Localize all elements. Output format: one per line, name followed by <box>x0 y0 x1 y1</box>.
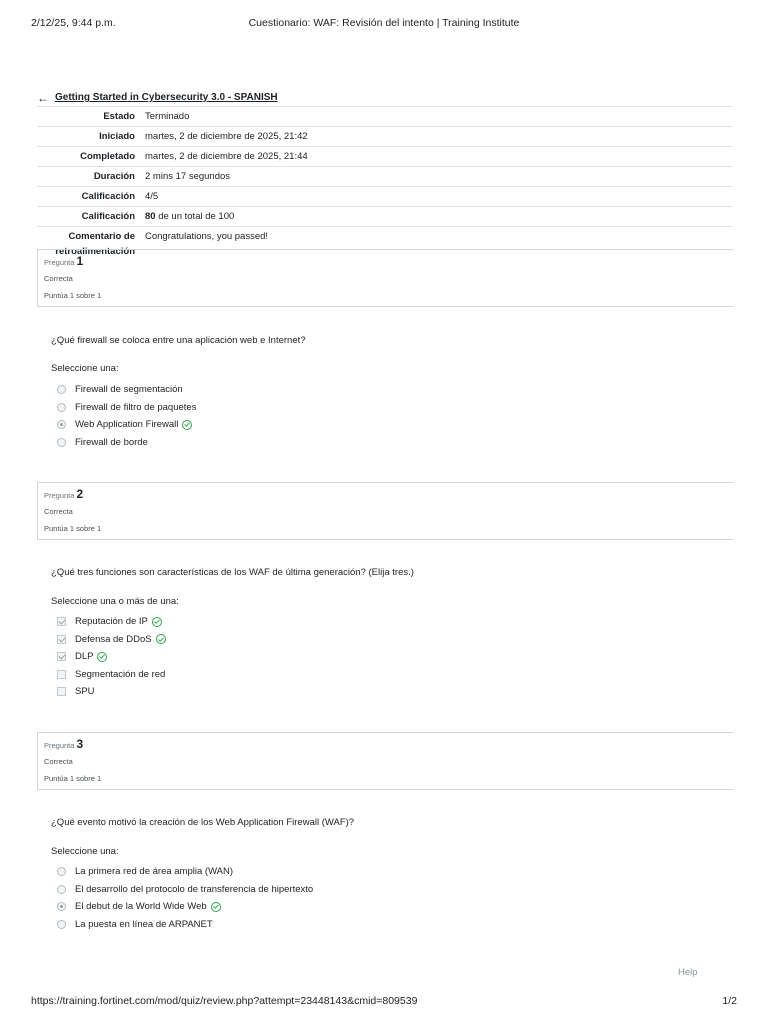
answer-prompt: Seleccione una: <box>51 363 119 374</box>
summary-label: Duración <box>93 171 135 182</box>
option-label: Reputación de IP <box>75 616 148 628</box>
option-label: Firewall de borde <box>75 436 148 448</box>
option-radio[interactable] <box>57 381 196 399</box>
score-value: 80 <box>145 211 156 222</box>
radio-button-selected[interactable] <box>57 420 66 429</box>
question-info-2 <box>37 482 733 540</box>
option-radio[interactable] <box>57 898 313 916</box>
checkbox-checked[interactable] <box>57 652 66 661</box>
question-label: Pregunta <box>44 258 75 267</box>
question-label: Pregunta <box>44 741 75 750</box>
question-info-1 <box>37 249 733 307</box>
question-number <box>44 737 727 753</box>
option-label: El desarrollo del protocolo de transferencia de hipertexto <box>75 883 314 895</box>
option-label: Web Application Firewall <box>75 419 179 431</box>
summary-row-calificacion-total <box>37 207 732 227</box>
summary-label: Estado <box>103 111 135 122</box>
answer-options <box>57 863 313 933</box>
summary-label: Calificación <box>81 191 135 202</box>
option-radio[interactable] <box>57 434 196 452</box>
summary-value: 2 mins 17 segundos <box>145 171 231 182</box>
radio-button[interactable] <box>57 867 66 876</box>
option-checkbox[interactable] <box>57 648 166 666</box>
question-state: Correcta <box>44 274 73 283</box>
summary-value: martes, 2 de diciembre de 2025, 21:44 <box>145 151 308 162</box>
option-label: SPU <box>75 686 95 698</box>
summary-row-estado <box>37 107 732 127</box>
option-checkbox[interactable] <box>57 683 166 701</box>
option-label: La primera red de área amplia (WAN) <box>75 866 234 878</box>
summary-label: Completado <box>80 151 135 162</box>
question-num: 3 <box>76 737 84 751</box>
question-state: Correcta <box>44 757 73 766</box>
summary-label: Iniciado <box>99 131 135 142</box>
summary-label-line: retroalimentación <box>55 246 135 257</box>
breadcrumb <box>37 92 278 103</box>
question-grade: Puntúa 1 sobre 1 <box>44 291 102 300</box>
question-grade: Puntúa 1 sobre 1 <box>44 774 102 783</box>
question-text: ¿Qué tres funciones son características de los WAF de última generación? (Elija tres.) <box>51 567 414 578</box>
option-checkbox[interactable] <box>57 666 166 684</box>
summary-value <box>141 207 732 226</box>
question-text: ¿Qué firewall se coloca entre una aplicación web e Internet? <box>51 335 306 346</box>
radio-button-selected[interactable] <box>57 902 66 911</box>
summary-value: martes, 2 de diciembre de 2025, 21:42 <box>145 131 308 142</box>
question-label: Pregunta <box>44 491 75 500</box>
correct-check-icon <box>182 420 192 430</box>
course-link[interactable]: Getting Started in Cybersecurity 3.0 - SPANISH <box>55 92 278 103</box>
question-grade: Puntúa 1 sobre 1 <box>44 524 102 533</box>
help-link[interactable]: Help <box>678 967 698 978</box>
answer-options <box>57 381 196 451</box>
summary-value: 4/5 <box>145 191 159 202</box>
checkbox[interactable] <box>57 687 66 696</box>
option-label: Firewall de filtro de paquetes <box>75 401 197 413</box>
print-title: Cuestionario: WAF: Revisión del intento | Training Institute <box>248 17 520 29</box>
question-text: ¿Qué evento motivó la creación de los Web Application Firewall (WAF)? <box>51 817 355 828</box>
score-rest: de un total de 100 <box>155 211 235 222</box>
correct-check-icon <box>152 617 162 627</box>
summary-row-calificacion <box>37 187 732 207</box>
summary-label: Calificación <box>81 211 135 222</box>
answer-prompt: Seleccione una o más de una: <box>51 596 179 607</box>
option-checkbox[interactable] <box>57 613 166 631</box>
radio-button[interactable] <box>57 438 66 447</box>
option-checkbox[interactable] <box>57 631 166 649</box>
question-number <box>44 254 727 270</box>
question-num: 1 <box>76 254 84 268</box>
option-label: Firewall de segmentación <box>75 384 183 396</box>
question-state: Correcta <box>44 507 73 516</box>
option-label: El debut de la World Wide Web <box>75 901 207 913</box>
summary-row-completado <box>37 147 732 167</box>
question-num: 2 <box>76 487 84 501</box>
print-footer <box>31 995 737 1009</box>
print-header <box>31 17 737 31</box>
checkbox-checked[interactable] <box>57 635 66 644</box>
summary-label-line: Comentario de <box>68 231 135 242</box>
question-number <box>44 487 727 503</box>
summary-value: Terminado <box>145 111 190 122</box>
option-radio[interactable] <box>57 916 313 934</box>
correct-check-icon <box>97 652 107 662</box>
correct-check-icon <box>156 634 166 644</box>
option-radio[interactable] <box>57 399 196 417</box>
radio-button[interactable] <box>57 885 66 894</box>
option-label: Defensa de DDoS <box>75 633 152 645</box>
page-url: https://training.fortinet.com/mod/quiz/review.php?attempt=23448143&cmid=809539 <box>31 995 418 1007</box>
correct-check-icon <box>211 902 221 912</box>
option-label: La puesta en línea de ARPANET <box>75 918 213 930</box>
summary-row-iniciado <box>37 127 732 147</box>
page-number: 1/2 <box>722 995 737 1007</box>
summary-row-duracion <box>37 167 732 187</box>
attempt-summary-table <box>37 106 732 261</box>
checkbox-checked[interactable] <box>57 617 66 626</box>
option-label: Segmentación de red <box>75 668 166 680</box>
question-info-3 <box>37 732 733 790</box>
option-radio[interactable] <box>57 863 313 881</box>
option-radio[interactable] <box>57 881 313 899</box>
print-datetime: 2/12/25, 9:44 p.m. <box>31 17 116 29</box>
answer-options <box>57 613 166 701</box>
radio-button[interactable] <box>57 385 66 394</box>
radio-button[interactable] <box>57 403 66 412</box>
summary-value: Congratulations, you passed! <box>145 231 269 242</box>
radio-button[interactable] <box>57 920 66 929</box>
option-label: DLP <box>75 651 94 663</box>
arrow-left-icon[interactable]: ← <box>37 90 49 105</box>
checkbox[interactable] <box>57 670 66 679</box>
option-radio[interactable] <box>57 416 196 434</box>
answer-prompt: Seleccione una: <box>51 846 119 857</box>
